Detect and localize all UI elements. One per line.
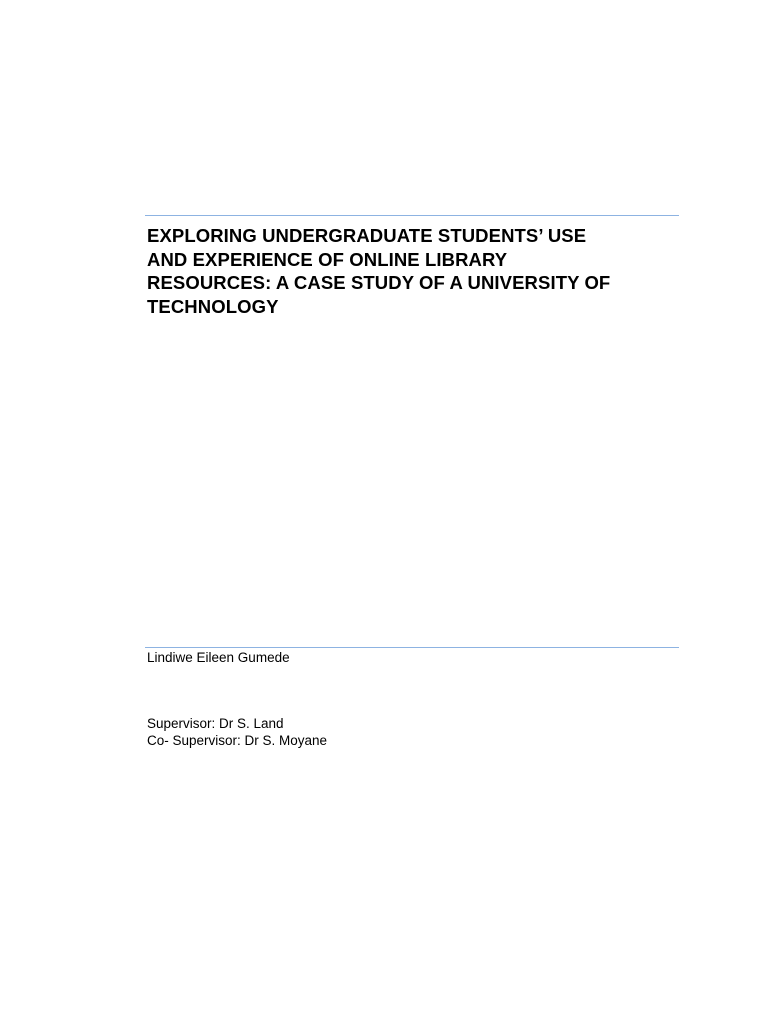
title-line-4: TECHNOLOGY bbox=[147, 295, 279, 317]
author-top-rule bbox=[145, 647, 679, 648]
co-supervisor-line: Co- Supervisor: Dr S. Moyane bbox=[147, 733, 328, 748]
title-top-rule bbox=[145, 215, 679, 216]
supervisor-line: Supervisor: Dr S. Land bbox=[147, 716, 284, 731]
author-name: Lindiwe Eileen Gumede bbox=[147, 650, 290, 665]
title-line-3: RESOURCES: A CASE STUDY OF A UNIVERSITY OF bbox=[147, 272, 611, 293]
title-line-1: EXPLORING UNDERGRADUATE STUDENTS’ USE bbox=[147, 225, 587, 246]
title-line-2: AND EXPERIENCE OF ONLINE LIBRARY bbox=[147, 248, 508, 270]
document-title bbox=[147, 224, 677, 318]
supervisor-block bbox=[147, 715, 327, 749]
